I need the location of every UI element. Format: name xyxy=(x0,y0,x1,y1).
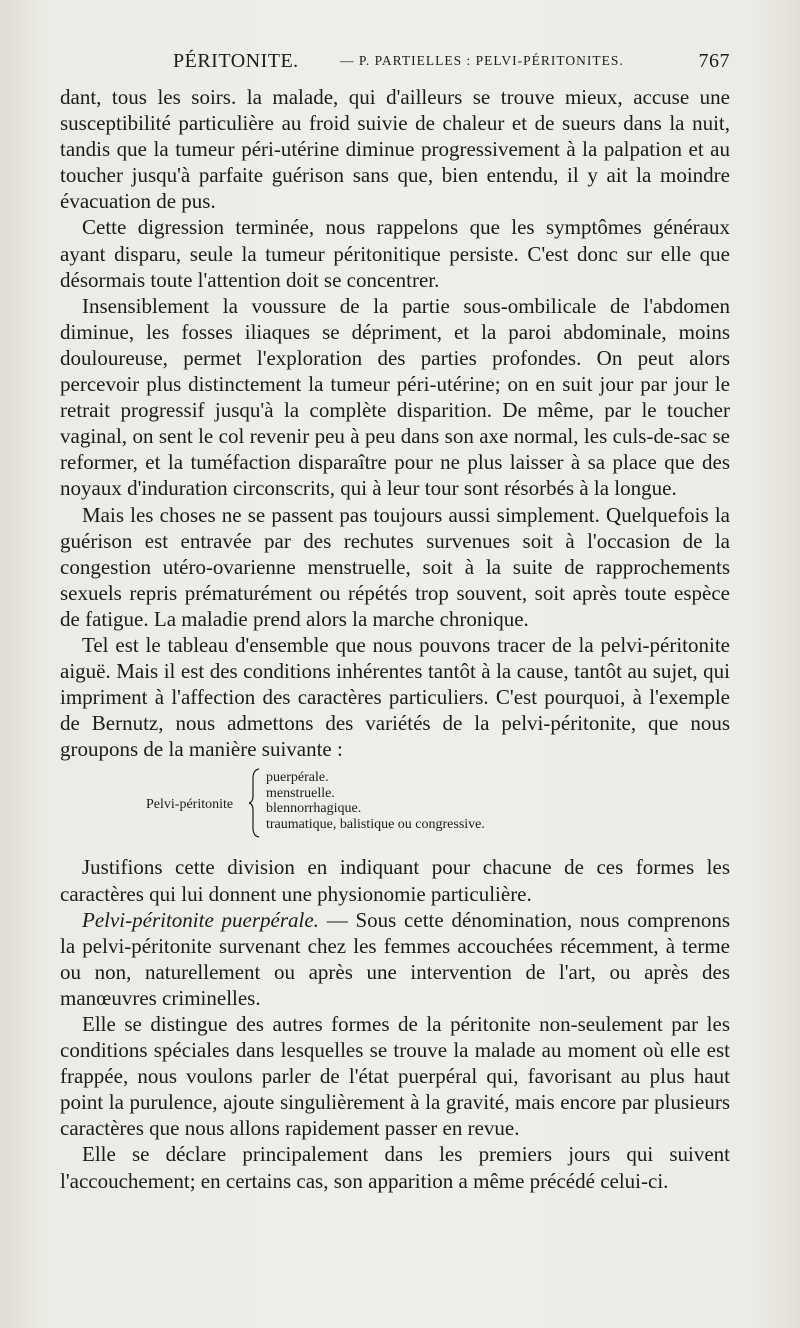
classification-label: Pelvi-péritonite xyxy=(146,797,234,813)
paragraph-2: Cette digression terminée, nous rappelons que les symptômes généraux ayant disparu, seule la tumeur péritonitique persiste. C'est donc sur elle que désormais toute l'attention doit se concentrer. xyxy=(60,215,730,292)
classification-item: blennorrhagique. xyxy=(266,801,362,817)
classification-table xyxy=(60,768,730,848)
paragraph-8: Elle se distingue des autres formes de la péritonite non-seulement par les conditions spéciales dans lesquelles se trouve la malade au moment où elle est frappée, nous voulons parler de l'état puerpéral qui, favorisant au plus haut point la purulence, ajoute singulièrement à la gravité, mais encore par plusieurs caractères que nous allons rapidement passer en revue. xyxy=(60,1012,730,1141)
curly-brace-icon xyxy=(249,768,261,838)
page-number: 767 xyxy=(698,50,730,72)
paragraph-7 xyxy=(60,907,730,1011)
classification-item: menstruelle. xyxy=(266,785,335,801)
paragraph-9: Elle se déclare principalement dans les premiers jours qui suivent l'accouchement; en certains cas, son apparition a même précédé celui-ci. xyxy=(60,1142,730,1193)
paragraph-1: dant, tous les soirs. la malade, qui d'ailleurs se trouve mieux, accuse une susceptibilité particulière au froid suivie de chaleur et de sueurs dans la nuit, tandis que la tumeur péri-utérine diminue progressivement à la palpation et au toucher jusqu'à parfaite guérison sans que, bien entendu, il y ait la moindre évacuation de pus. xyxy=(60,85,730,214)
paragraph-6: Justifions cette division en indiquant pour chacune de ces formes les caractères qui lui donnent une physionomie particulière. xyxy=(60,855,730,906)
paragraph-3: Insensiblement la voussure de la partie sous-ombilicale de l'abdomen diminue, les fosses iliaques se dépriment, et la paroi abdominale, moins douloureuse, permet l'exploration des parties profondes. On peut alors percevoir plus distinctement la tumeur péri-utérine; on en suit jour par jour le retrait progressif jusqu'à la complète disparition. De même, par le toucher vaginal, on sent le col revenir peu à peu dans son axe normal, les culs-de-sac se reformer, et la tuméfaction disparaître pour ne plus laisser à sa place que des noyaux d'induration circonscrits, qui à leur tour sont résorbés à la longue. xyxy=(60,293,730,501)
paragraph-4: Mais les choses ne se passent pas toujours aussi simplement. Quelquefois la guérison est entravée par des rechutes survenues soit à l'occasion de la congestion utéro-ovarienne menstruelle, soit à la suite de rapprochements sexuels repris prématurément ou répétés trop souvent, soit après toute espèce de fatigue. La maladie prend alors la marche chronique. xyxy=(60,502,730,631)
header-title: PÉRITONITE. xyxy=(173,50,299,72)
header-subtitle: — P. PARTIELLES : PELVI-PÉRITONITES. xyxy=(340,53,624,68)
running-header xyxy=(60,44,730,78)
classification-items xyxy=(266,770,485,832)
paragraph-7-text: — Sous cette dénomination, nous comprenons la pelvi-péritonite survenant chez les femmes accouchées récemment, à terme ou non, naturellement ou après une intervention de l'art, ou après des manœuvres criminelles. xyxy=(60,907,730,1010)
classification-item: puerpérale. xyxy=(266,770,329,786)
classification-item: traumatique, balistique ou congressive. xyxy=(266,816,485,832)
section-heading-italic: Pelvi-péritonite puerpérale. xyxy=(82,907,319,932)
paragraph-5: Tel est le tableau d'ensemble que nous pouvons tracer de la pelvi-péritonite aiguë. Mais il est des conditions inhérentes tantôt à la cause, tantôt au sujet, qui impriment à l'affection des caractères particuliers. C'est pourquoi, à l'exemple de Bernutz, nous admettons des variétés de la pelvi-péritonite, que nous groupons de la manière suivante : xyxy=(60,632,730,762)
page-body xyxy=(60,84,730,1194)
